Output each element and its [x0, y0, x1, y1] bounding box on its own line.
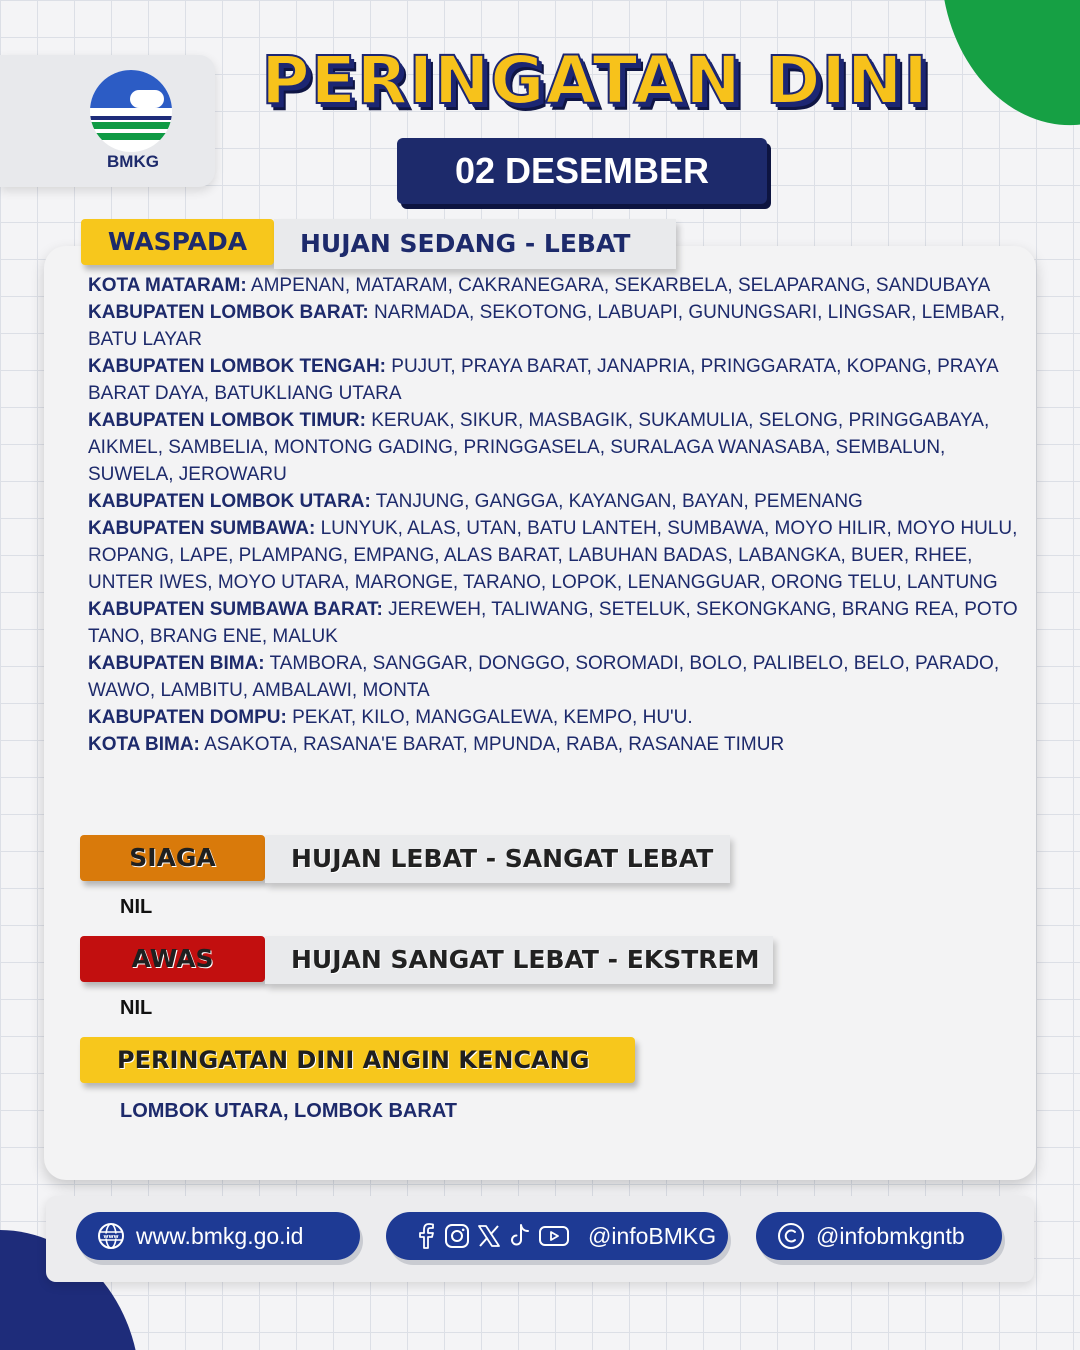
website-link[interactable] — [76, 1212, 360, 1260]
siaga-value: NIL — [120, 896, 153, 918]
x-icon — [476, 1223, 502, 1249]
waspada-badge: WASPADA — [81, 219, 274, 265]
region-areas: JEREWEH, TALIWANG, SETELUK, SEKONGKANG, BRANG REA, POTO TANO, BRANG ENE, MALUK — [88, 599, 1018, 647]
siaga-description: HUJAN LEBAT - SANGAT LEBAT — [265, 835, 730, 883]
siaga-badge: SIAGA — [80, 835, 265, 881]
region-areas: ASAKOTA, RASANA'E BARAT, MPUNDA, RABA, RASANAE TIMUR — [204, 734, 785, 755]
awas-description: HUJAN SANGAT LEBAT - EKSTREM — [265, 936, 773, 984]
region-item — [88, 353, 1023, 407]
region-name: KABUPATEN SUMBAWA: — [88, 518, 316, 539]
wind-warning-areas: LOMBOK UTARA, LOMBOK BARAT — [120, 1100, 457, 1122]
region-item — [88, 704, 1023, 731]
website-url: www.bmkg.go.id — [136, 1222, 304, 1249]
region-item — [88, 272, 1023, 299]
globe-icon — [96, 1221, 126, 1251]
region-name: KABUPATEN SUMBAWA BARAT: — [88, 599, 383, 620]
region-name: KABUPATEN LOMBOK BARAT: — [88, 302, 369, 323]
region-name: KOTA MATARAM: — [88, 275, 247, 296]
region-name: KABUPATEN DOMPU: — [88, 707, 287, 728]
region-item — [88, 407, 1023, 488]
svg-text:www: www — [103, 1234, 119, 1241]
region-areas: KERUAK, SIKUR, MASBAGIK, SUKAMULIA, SELONG, PRINGGABAYA, AIKMEL, SAMBELIA, MONTONG GADING, PRINGGASELA, SURALAGA WANASABA, SEMBALUN, SUWELA, JEROWARU — [88, 410, 990, 485]
region-areas: NARMADA, SEKOTONG, LABUAPI, GUNUNGSARI, LINGSAR, LEMBAR, BATU LAYAR — [88, 302, 1006, 350]
region-name: KABUPATEN LOMBOK TIMUR: — [88, 410, 366, 431]
youtube-icon — [538, 1223, 570, 1249]
waspada-region-list — [88, 272, 1023, 758]
regional-handle: @infobmkgntb — [816, 1222, 965, 1249]
instagram-icon — [444, 1223, 470, 1249]
region-areas: PEKAT, KILO, MANGGALEWA, KEMPO, HU'U. — [292, 707, 693, 728]
region-areas: LUNYUK, ALAS, UTAN, BATU LANTEH, SUMBAWA, MOYO HILIR, MOYO HULU, ROPANG, LAPE, PLAMPANG, EMPANG, ALAS BARAT, LABUHAN BADAS, LABANGKA, BUER, RHEE, UNTER IWES, MOYO UTARA, MARONGE, TARANO, LOPOK, LENANGGUAR, ORONG TELU, LANTUNG — [88, 518, 1018, 593]
region-name: KABUPATEN LOMBOK TENGAH: — [88, 356, 386, 377]
logo-text: BMKG — [107, 152, 159, 171]
region-item — [88, 299, 1023, 353]
region-areas: PUJUT, PRAYA BARAT, JANAPRIA, PRINGGARATA, KOPANG, PRAYA BARAT DAYA, BATUKLIANG UTARA — [88, 356, 998, 404]
region-item — [88, 650, 1023, 704]
wind-warning-banner: PERINGATAN DINI ANGIN KENCANG — [80, 1037, 635, 1083]
region-name: KABUPATEN LOMBOK UTARA: — [88, 491, 371, 512]
tiktok-icon — [508, 1223, 532, 1249]
facebook-icon — [414, 1222, 438, 1250]
region-name: KABUPATEN BIMA: — [88, 653, 265, 674]
region-item — [88, 596, 1023, 650]
region-areas: TAMBORA, SANGGAR, DONGGO, SOROMADI, BOLO, PALIBELO, BELO, PARADO, WAWO, LAMBITU, AMBALAWI, MONTA — [88, 653, 1000, 701]
waspada-description: HUJAN SEDANG - LEBAT — [274, 219, 676, 269]
region-item — [88, 488, 1023, 515]
region-name: KOTA BIMA: — [88, 734, 200, 755]
regional-social-link[interactable] — [756, 1212, 1002, 1260]
region-item — [88, 515, 1023, 596]
region-areas: AMPENAN, MATARAM, CAKRANEGARA, SEKARBELA, SELAPARANG, SANDUBAYA — [250, 275, 991, 296]
decorative-green-corner — [938, 0, 1080, 141]
date-banner: 02 DESEMBER — [397, 138, 767, 204]
region-areas: TANJUNG, GANGGA, KAYANGAN, BAYAN, PEMENANG — [375, 491, 863, 512]
social-media-link[interactable] — [386, 1212, 728, 1260]
page-title: PERINGATAN DINI — [261, 42, 929, 119]
social-handle: @infoBMKG — [588, 1222, 717, 1249]
bmkg-logo-icon — [90, 70, 172, 152]
copyright-icon — [776, 1221, 806, 1251]
region-item — [88, 731, 1023, 758]
awas-value: NIL — [120, 997, 153, 1019]
awas-badge: AWAS — [80, 936, 265, 982]
